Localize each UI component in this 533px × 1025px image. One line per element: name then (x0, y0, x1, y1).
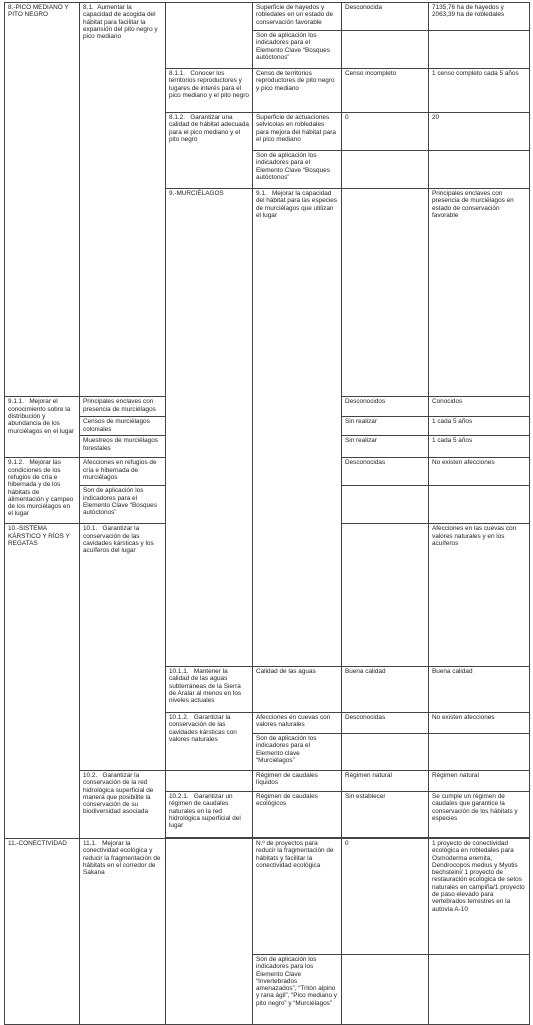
target-cell (429, 954, 530, 1024)
target-cell: Se cumple un régimen de caudales que garantice la conservación de los hábitats y especies (429, 791, 530, 837)
key-element-cell: 11.-CONECTIVIDAD (5, 838, 80, 1024)
subobjective-cell: 9.1.2. Mejorar las condiciones de los refugios de cría e hibernada y de los hábitats de alimentación y campeo de los murciélagos en el lugar (5, 458, 80, 524)
target-cell: 1 cada 5 años (429, 417, 530, 436)
target-cell: 1 cada 5 años (429, 436, 530, 458)
target-cell: 20 (429, 113, 530, 151)
target-cell: 1 proyecto de conectividad ecológica en robledales para Osmoderma eremita, Dendrocopos medius y Myotis bechsteini/ 1 proyecto de restauración ecológica de setos naturales en campiña/1 proyecto de paso elevado para vertebrados terrestres en la autovía A-10 (429, 838, 530, 954)
indicator-cell: N.º de proyectos para reducir la fragmentación de hábitats y facilitar la conectividad ecológica (253, 838, 342, 954)
subobjective-cell (342, 189, 429, 397)
objective-cell: 9.1. Mejorar la capacidad del hábitat para las especies de murciélagos que utilizan el lugar (253, 189, 342, 667)
subobjective-cell: 10.1.2. Garantizar la conservación de las cavidades kársticas con valores naturales (166, 712, 253, 770)
indicator-cell: Son de aplicación los indicadores para el Elemento Clave “Bosques autóctonos” (253, 151, 342, 189)
status-cell: Desconocidas (342, 712, 429, 733)
target-cell (429, 733, 530, 770)
indicator-cell: Principales enclaves con presencia de murciélagos en estado de conservación favorable (429, 189, 530, 397)
status-cell (342, 954, 429, 1024)
indicator-cell: Principales enclaves con presencia de murciélagos (80, 397, 166, 417)
status-cell (342, 31, 429, 69)
key-element-cell: 10.-SISTEMA KÁRSTICO Y RÍOS Y REGATAS (5, 524, 80, 839)
target-cell (429, 486, 530, 524)
status-cell: Desconocidas (342, 458, 429, 486)
key-element-cell: 9.-MURCIÉLAGOS (166, 189, 253, 667)
subobjective-cell: 8.1.2. Garantizar una calidad de hábitat adecuada para el pico mediano y el pito negro (166, 113, 253, 189)
objective-cell: 10.2. Garantizar la conservación de la red hidrológica superficial de manera que posibilite la conservación de su biodiversidad asociada (80, 770, 166, 838)
status-cell: Buena calidad (342, 666, 429, 712)
target-cell: Buena calidad (429, 666, 530, 712)
objective-cell: 11.1. Mejorar la conectividad ecológica y reducir la fragmentación de hábitats en el corredor de Sakana (80, 838, 166, 1024)
subobjective-cell: 9.1.1. Mejorar el conocimiento sobre la distribución y abundancia de los murciélagos en el lugar (5, 397, 80, 458)
table-row (5, 770, 530, 791)
subobjective-cell (166, 770, 253, 791)
target-cell: No existen afecciones (429, 458, 530, 486)
target-cell: 1 censo completo cada 5 años (429, 69, 530, 113)
subobjective-cell: 10.1.1. Mantener la calidad de las aguas subterráneas de la Sierra de Aralar al menos en los niveles actuales (166, 666, 253, 712)
table-row (5, 3, 530, 31)
status-cell (342, 733, 429, 770)
status-cell (342, 486, 429, 524)
target-cell: No existen afecciones (429, 712, 530, 733)
indicator-cell: Régimen de caudales ecológicos (253, 791, 342, 837)
status-cell: Régimen natural (342, 770, 429, 791)
target-cell: 7135,76 ha de hayedos y 2063,39 ha de robledales (429, 3, 530, 31)
status-cell: Sin establecer (342, 791, 429, 837)
objective-cell: 10.1. Garantizar la conservación de las cavidades kársticas y los acuíferos del lugar (80, 524, 166, 771)
table-row (5, 838, 530, 954)
target-cell (429, 31, 530, 69)
indicator-cell: Son de aplicación los indicadores para los Elemento Clave “Invertebrados amenazados”, “Tritón alpino y rana ágil”, “Pico mediano y pito negro” y “Murciélagos” (253, 954, 342, 1024)
conservation-objectives-table (4, 2, 530, 1025)
indicator-cell: Régimen de caudales líquidos (253, 770, 342, 791)
indicator-cell: Censos de murciélagos coloniales (80, 417, 166, 436)
target-cell: Régimen natural (429, 770, 530, 791)
status-cell: 0 (342, 113, 429, 151)
status-cell: Desconocida (342, 3, 429, 31)
subobjective-cell (342, 524, 429, 667)
indicator-cell: Son de aplicación los indicadores para el Elemento Clave “Bosques autóctonos” (80, 486, 166, 524)
status-cell: Sin realizar (342, 417, 429, 436)
indicator-cell: Superficie de hayedos y robledales en un estado de conservación favorable (253, 3, 342, 31)
objective-cell: 8.1. Aumentar la capacidad de acogida del hábitat para facilitar la expansión del pito negro y pico mediano (80, 3, 166, 397)
indicator-cell: Son de aplicación los indicadores para el Elemento clave “Murciélagos” (253, 733, 342, 770)
indicator-cell: Superficie de actuaciones selvícolas en robledales para mejora del hábitat para el pico mediano (253, 113, 342, 151)
subobjective-cell (166, 838, 253, 1024)
subobjective-cell: 10.2.1. Garantizar un régimen de caudales naturales en la red hidrológica superficial del lugar (166, 791, 253, 837)
indicator-cell: Calidad de las aguas (253, 666, 342, 712)
key-element-cell: 8.-PICO MEDIANO Y PITO NEGRO (5, 3, 80, 397)
indicator-cell: Afecciones en refugios de cría e hibernada de murciélagos (80, 458, 166, 486)
subobjective-cell: 8.1.1. Conocer los territorios reproductores y lugares de interés para el pico mediano y el pito negro (166, 69, 253, 113)
target-cell: Conocidos (429, 397, 530, 417)
status-cell: Sin realizar (342, 436, 429, 458)
indicator-cell: Afecciones en cuevas con valores naturales (253, 712, 342, 733)
status-cell: Desconocidos (342, 397, 429, 417)
indicator-cell: Muestreos de murciélagos forestales (80, 436, 166, 458)
indicator-cell: Afecciones en las cuevas con valores naturales y en los acuíferos (429, 524, 530, 667)
status-cell: Censo incompleto (342, 69, 429, 113)
subobjective-cell (166, 3, 253, 69)
target-cell (429, 151, 530, 189)
indicator-cell: Son de aplicación los indicadores para el Elemento Clave “Bosques autóctonos” (253, 31, 342, 69)
indicator-cell: Censo de territorios reproductores de pito negro y pico mediano (253, 69, 342, 113)
status-cell: 0 (342, 838, 429, 954)
status-cell (342, 151, 429, 189)
